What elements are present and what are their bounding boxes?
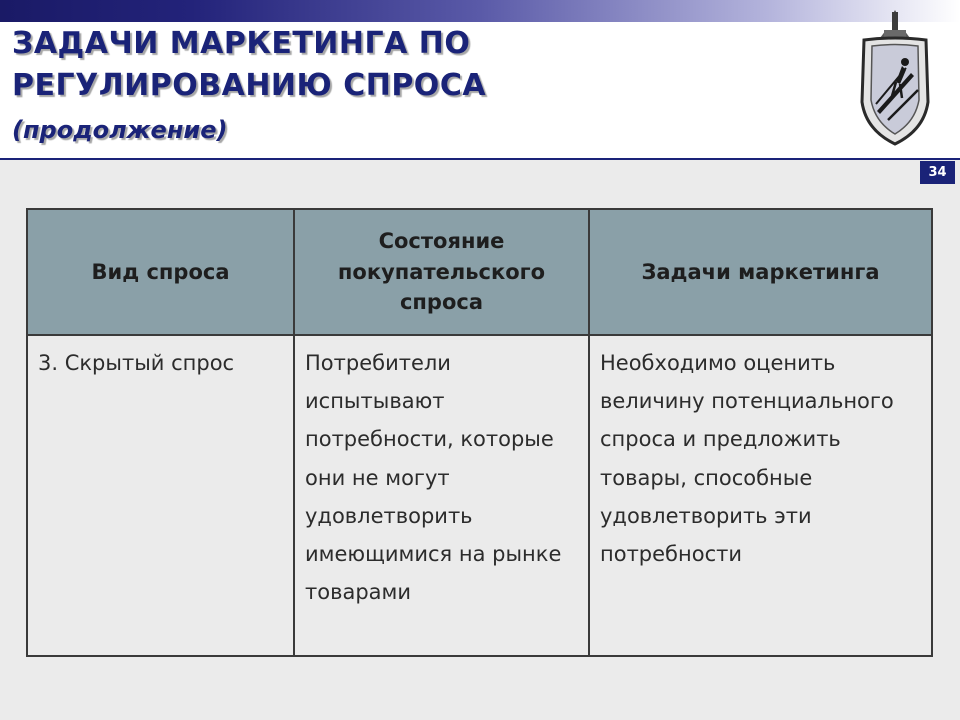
page-number-badge: 34 [920, 161, 955, 184]
table-row [27, 335, 932, 656]
header-demand-state: Состояние покупательского спроса [294, 209, 589, 335]
cell-demand-state: Потребители испытывают потребности, которые они не могут удовлетворить имеющимися на рынке товарами [294, 335, 589, 656]
header-demand-type: Вид спроса [27, 209, 294, 335]
university-crest-icon [858, 10, 932, 148]
slide-title-line-1: ЗАДАЧИ МАРКЕТИНГА ПО [12, 26, 471, 61]
slide-subtitle: (продолжение) [12, 116, 228, 144]
cell-marketing-tasks: Необходимо оценить величину потенциального спроса и предложить товары, способные удовлетворить эти потребности [589, 335, 932, 656]
header-marketing-tasks: Задачи маркетинга [589, 209, 932, 335]
slide-title-line-2: РЕГУЛИРОВАНИЮ СПРОСА [12, 68, 487, 103]
header-divider [0, 158, 960, 160]
top-gradient-bar [0, 0, 960, 22]
marketing-demand-table [26, 208, 933, 657]
cell-demand-type: 3. Скрытый спрос [27, 335, 294, 656]
table-header-row [27, 209, 932, 335]
